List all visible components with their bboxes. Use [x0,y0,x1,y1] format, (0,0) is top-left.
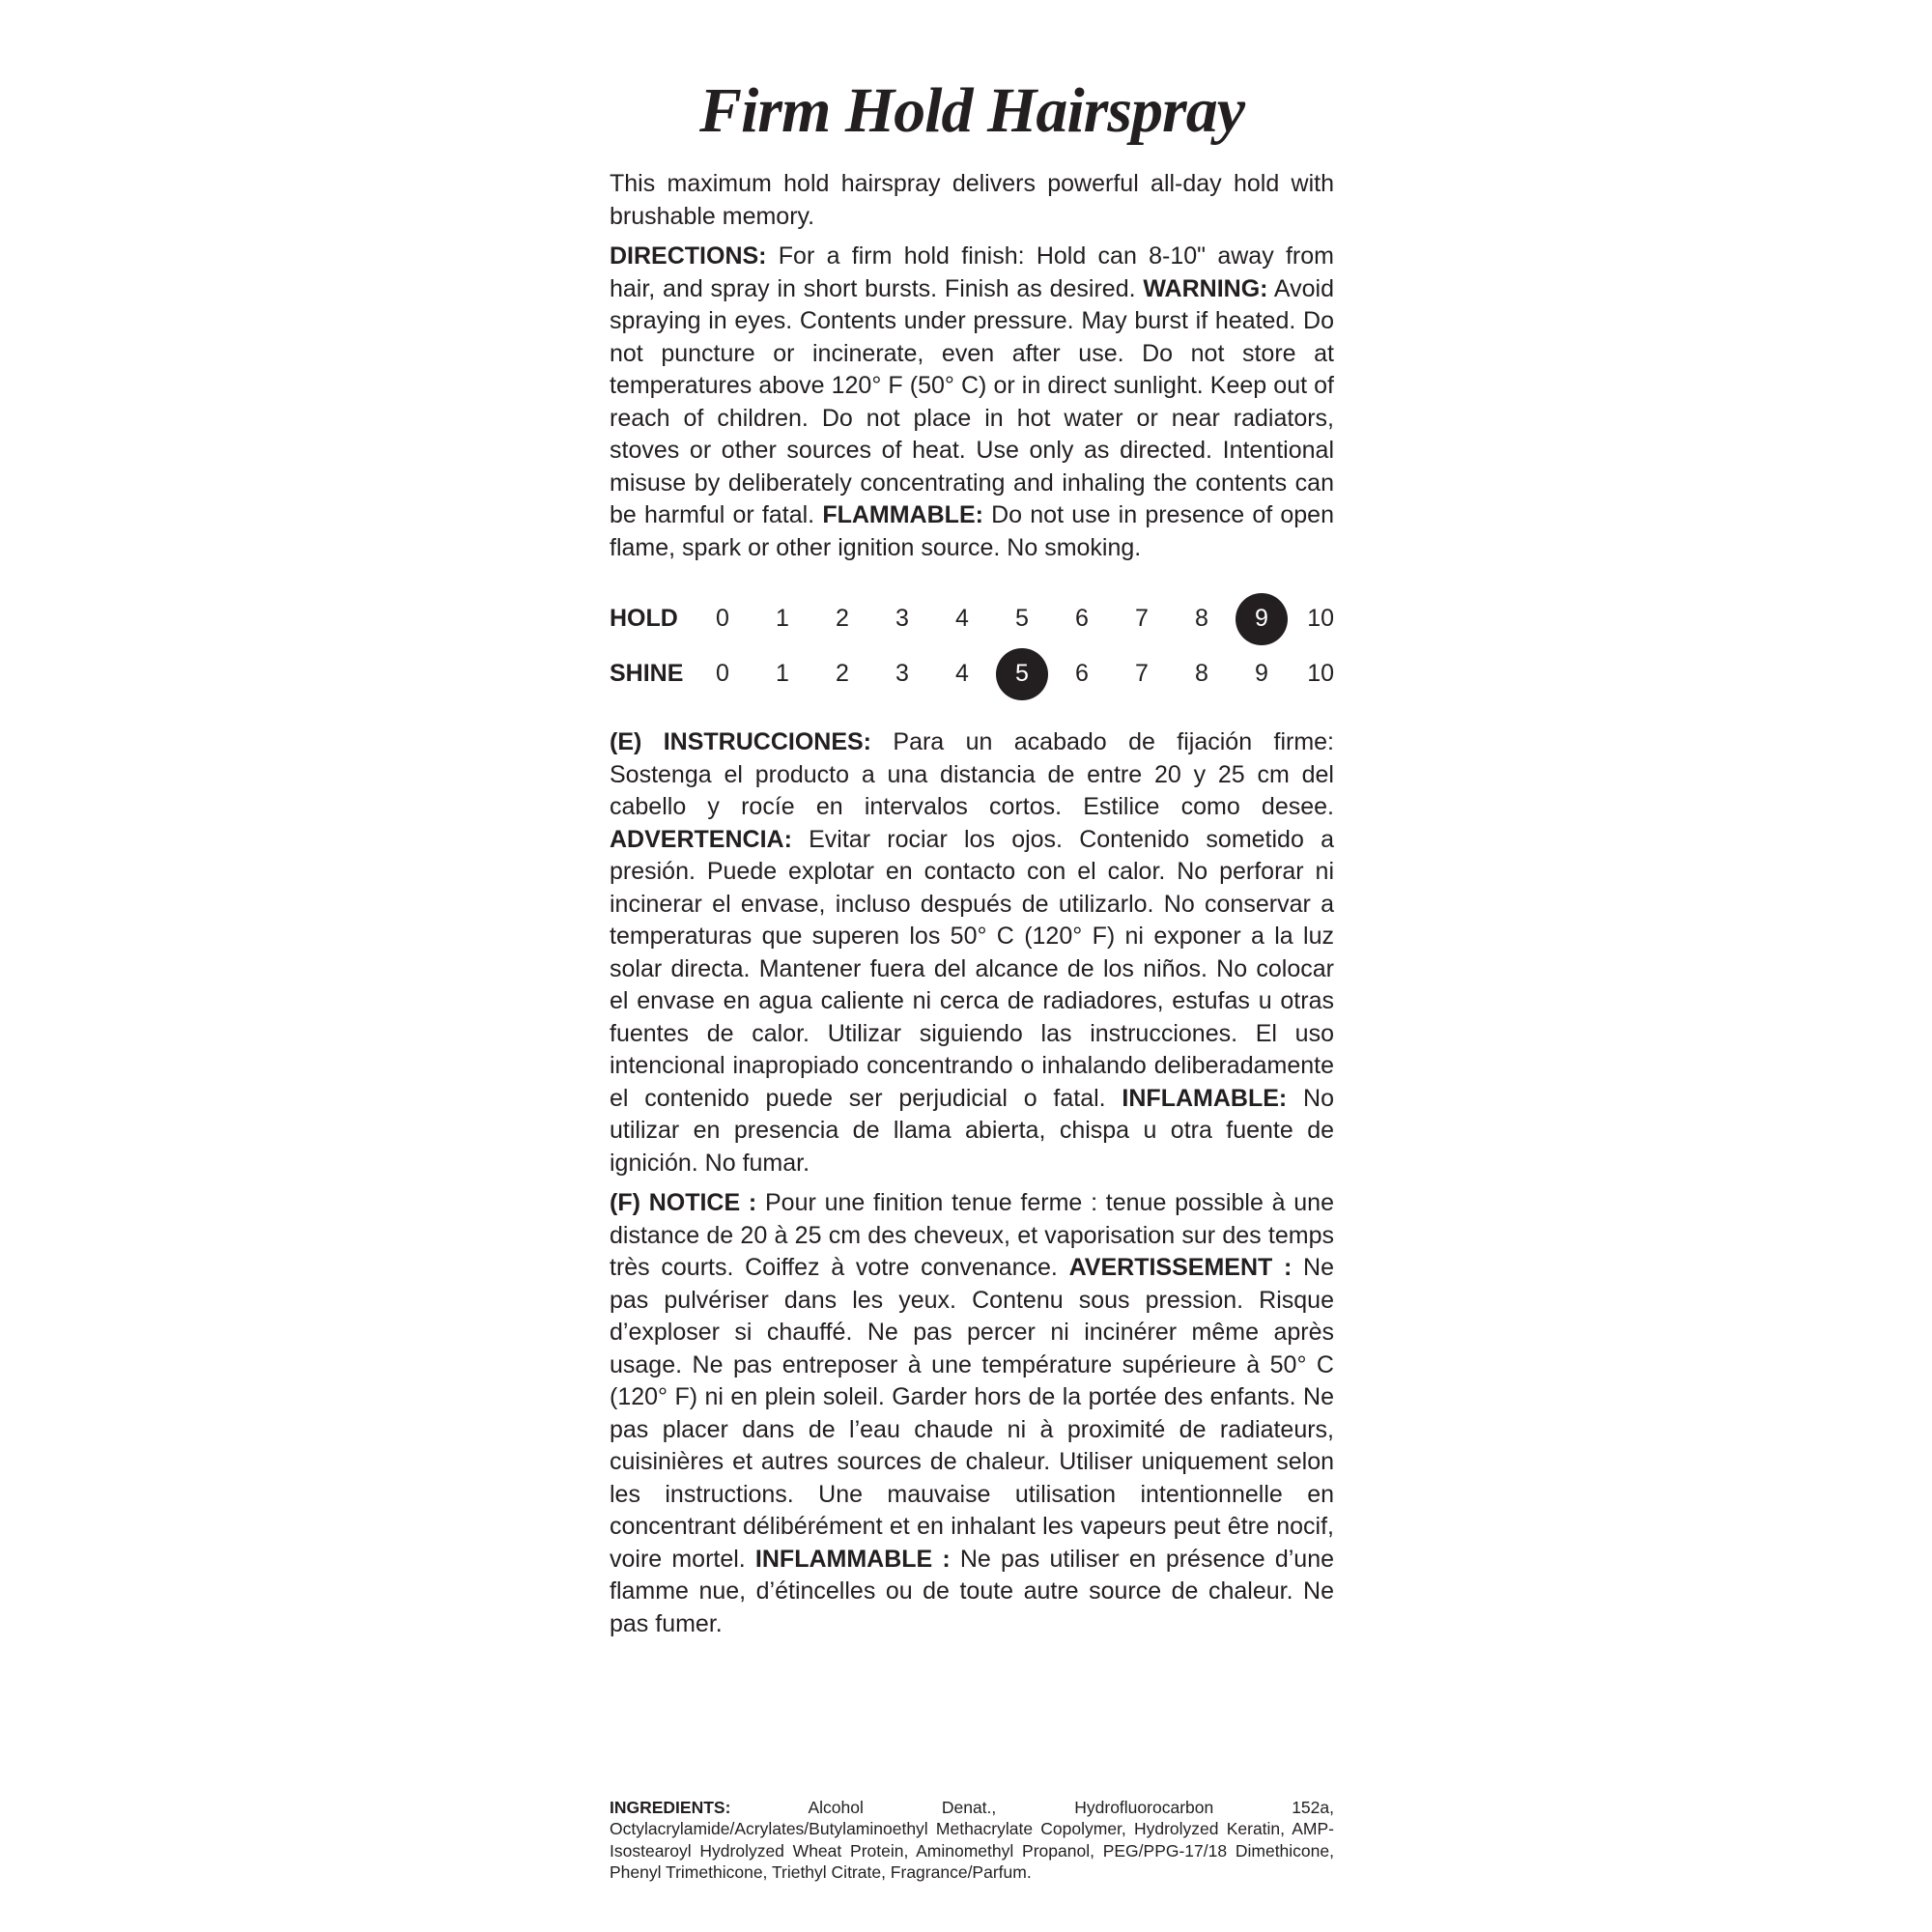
hold-scale [696,593,1334,645]
hold-scale-number: 10 [1307,605,1334,632]
warning-label: WARNING: [1143,274,1268,302]
inflammable-text: Ne pas utiliser en présence d’une flamme nue, d’étincelles ou de toute autre source de chaleur. Ne pas fumer. [610,1545,1335,1637]
shine-rating-row [610,646,1334,701]
flammable-text: Do not use in presence of open flame, spark or other ignition source. No smoking. [610,501,1334,561]
shine-scale-number: 4 [955,660,969,687]
advertencia-text: Evitar rociar los ojos. Contenido sometido a presión. Puede explotar en contacto con el calor. No perforar ni incinerar el envase, incluso después de utilizarlo. No conservar a temperaturas que superen los 50° C (120° F) ni exponer a la luz solar directa. Mantener fuera del alcance de los niños. No colocar el envase en agua caliente ni cerca de radiadores, estufas u otras fuentes de calor. Utilizar siguiendo las instrucciones. El uso intencional inapropiado concentrando o inhalando deliberadamente el contenido puede ser perjudicial o fatal. [610,825,1334,1112]
hold-selected-marker: 9 [1236,593,1288,645]
shine-scale-number: 3 [895,660,909,687]
english-instructions [610,241,1334,564]
hold-scale-number: 0 [716,605,729,632]
inflammable-label: INFLAMMABLE : [754,1545,951,1573]
avertissement-label: AVERTISSEMENT : [1068,1254,1293,1281]
notice-text: Pour une finition tenue ferme : tenue possible à une distance de 20 à 25 cm des cheveux, et vaporisation sur des temps très courts. Coiffez à votre convenance. [610,1189,1334,1281]
shine-scale [696,648,1334,700]
warning-text: Avoid spraying in eyes. Contents under pressure. May burst if heated. Do not puncture or incinerate, even after use. Do not store at temperatures above 120° F (50° C) or in direct sunlight. Keep out of reach of children. Do not place in hot water or near radiators, stoves or other sources of heat. Use only as directed. Intentional misuse by deliberately concentrating and inhaling the contents can be harmful or fatal. [610,274,1334,528]
shine-scale-number: 0 [716,660,729,687]
ingredients-label: INGREDIENTS: [610,1797,731,1817]
hold-scale-number: 7 [1135,605,1149,632]
notice-label: (F) NOTICE : [610,1189,757,1216]
shine-scale-number: 10 [1307,660,1334,687]
ratings-scale [610,591,1334,701]
hold-scale-number: 8 [1195,605,1208,632]
intro-text: This maximum hold hairspray delivers powerful all-day hold with brushable memory. [610,170,1334,230]
shine-scale-number: 8 [1195,660,1208,687]
french-instructions [610,1187,1334,1640]
directions-text: For a firm hold finish: Hold can 8-10" away from hair, and spray in short bursts. Finish as desired. [610,242,1334,302]
hold-scale-number: 3 [895,605,909,632]
spanish-instructions [610,726,1334,1179]
hold-scale-number: 5 [1015,605,1029,632]
shine-label: SHINE [610,660,684,687]
shine-scale-number: 7 [1135,660,1149,687]
ingredients-list [610,1797,1334,1884]
shine-selected-marker: 5 [996,648,1048,700]
shine-scale-number: 2 [836,660,849,687]
product-title: Firm Hold Hairspray [698,75,1245,146]
advertencia-label: ADVERTENCIA: [610,825,792,853]
flammable-label: FLAMMABLE: [822,501,983,528]
avertissement-text: Ne pas pulvériser dans les yeux. Contenu sous pression. Risque d’exploser si chauffé. Ne pas percer ni incinérer même après usage. Ne pas entreposer à une température supérieure à 50° C (120° F) ni en plein soleil. Garder hors de la portée des enfants. Ne pas placer dans de l’eau chaude ni à proximité de radiateurs, cuisinières et autres sources de chaleur. Utiliser uniquement selon les instructions. Une mauvaise utilisation intentionnelle en concentrant délibérément et en inhalant les vapeurs peut être nocif, voire mortel. [610,1254,1334,1573]
hold-scale-number: 2 [836,605,849,632]
shine-scale-number: 9 [1255,660,1268,687]
shine-scale-number: 6 [1075,660,1089,687]
hold-rating-row [610,591,1334,646]
directions-label: DIRECTIONS: [610,242,767,270]
instrucciones-label: (E) INSTRUCCIONES: [610,728,871,755]
shine-scale-number: 1 [776,660,789,687]
product-label [610,68,1335,1882]
hold-scale-number: 6 [1075,605,1089,632]
hold-scale-number: 4 [955,605,969,632]
instrucciones-text: Para un acabado de fijación firme: Sostenga el producto a una distancia de entre 20 y 25 cm del cabello y rocíe en intervalos cortos. Estilice como desee. [610,728,1334,820]
hold-label: HOLD [610,605,678,632]
inflamable-label: INFLAMABLE: [1122,1084,1288,1112]
hold-scale-number: 1 [776,605,789,632]
ingredients-text: Alcohol Denat., Hydrofluorocarbon 152a, Octylacrylamide/Acrylates/Butylaminoethyl Methacrylate Copolymer, Hydrolyzed Keratin, AMP-Isostearoyl Hydrolyzed Wheat Protein, Aminomethyl Propanol, PEG/PPG-17/18 Dimethicone, Phenyl Trimethicone, Triethyl Citrate, Fragrance/Parfum. [610,1797,1334,1882]
inflamable-text: No utilizar en presencia de llama abierta, chispa u otra fuente de ignición. No fumar. [610,1084,1334,1177]
